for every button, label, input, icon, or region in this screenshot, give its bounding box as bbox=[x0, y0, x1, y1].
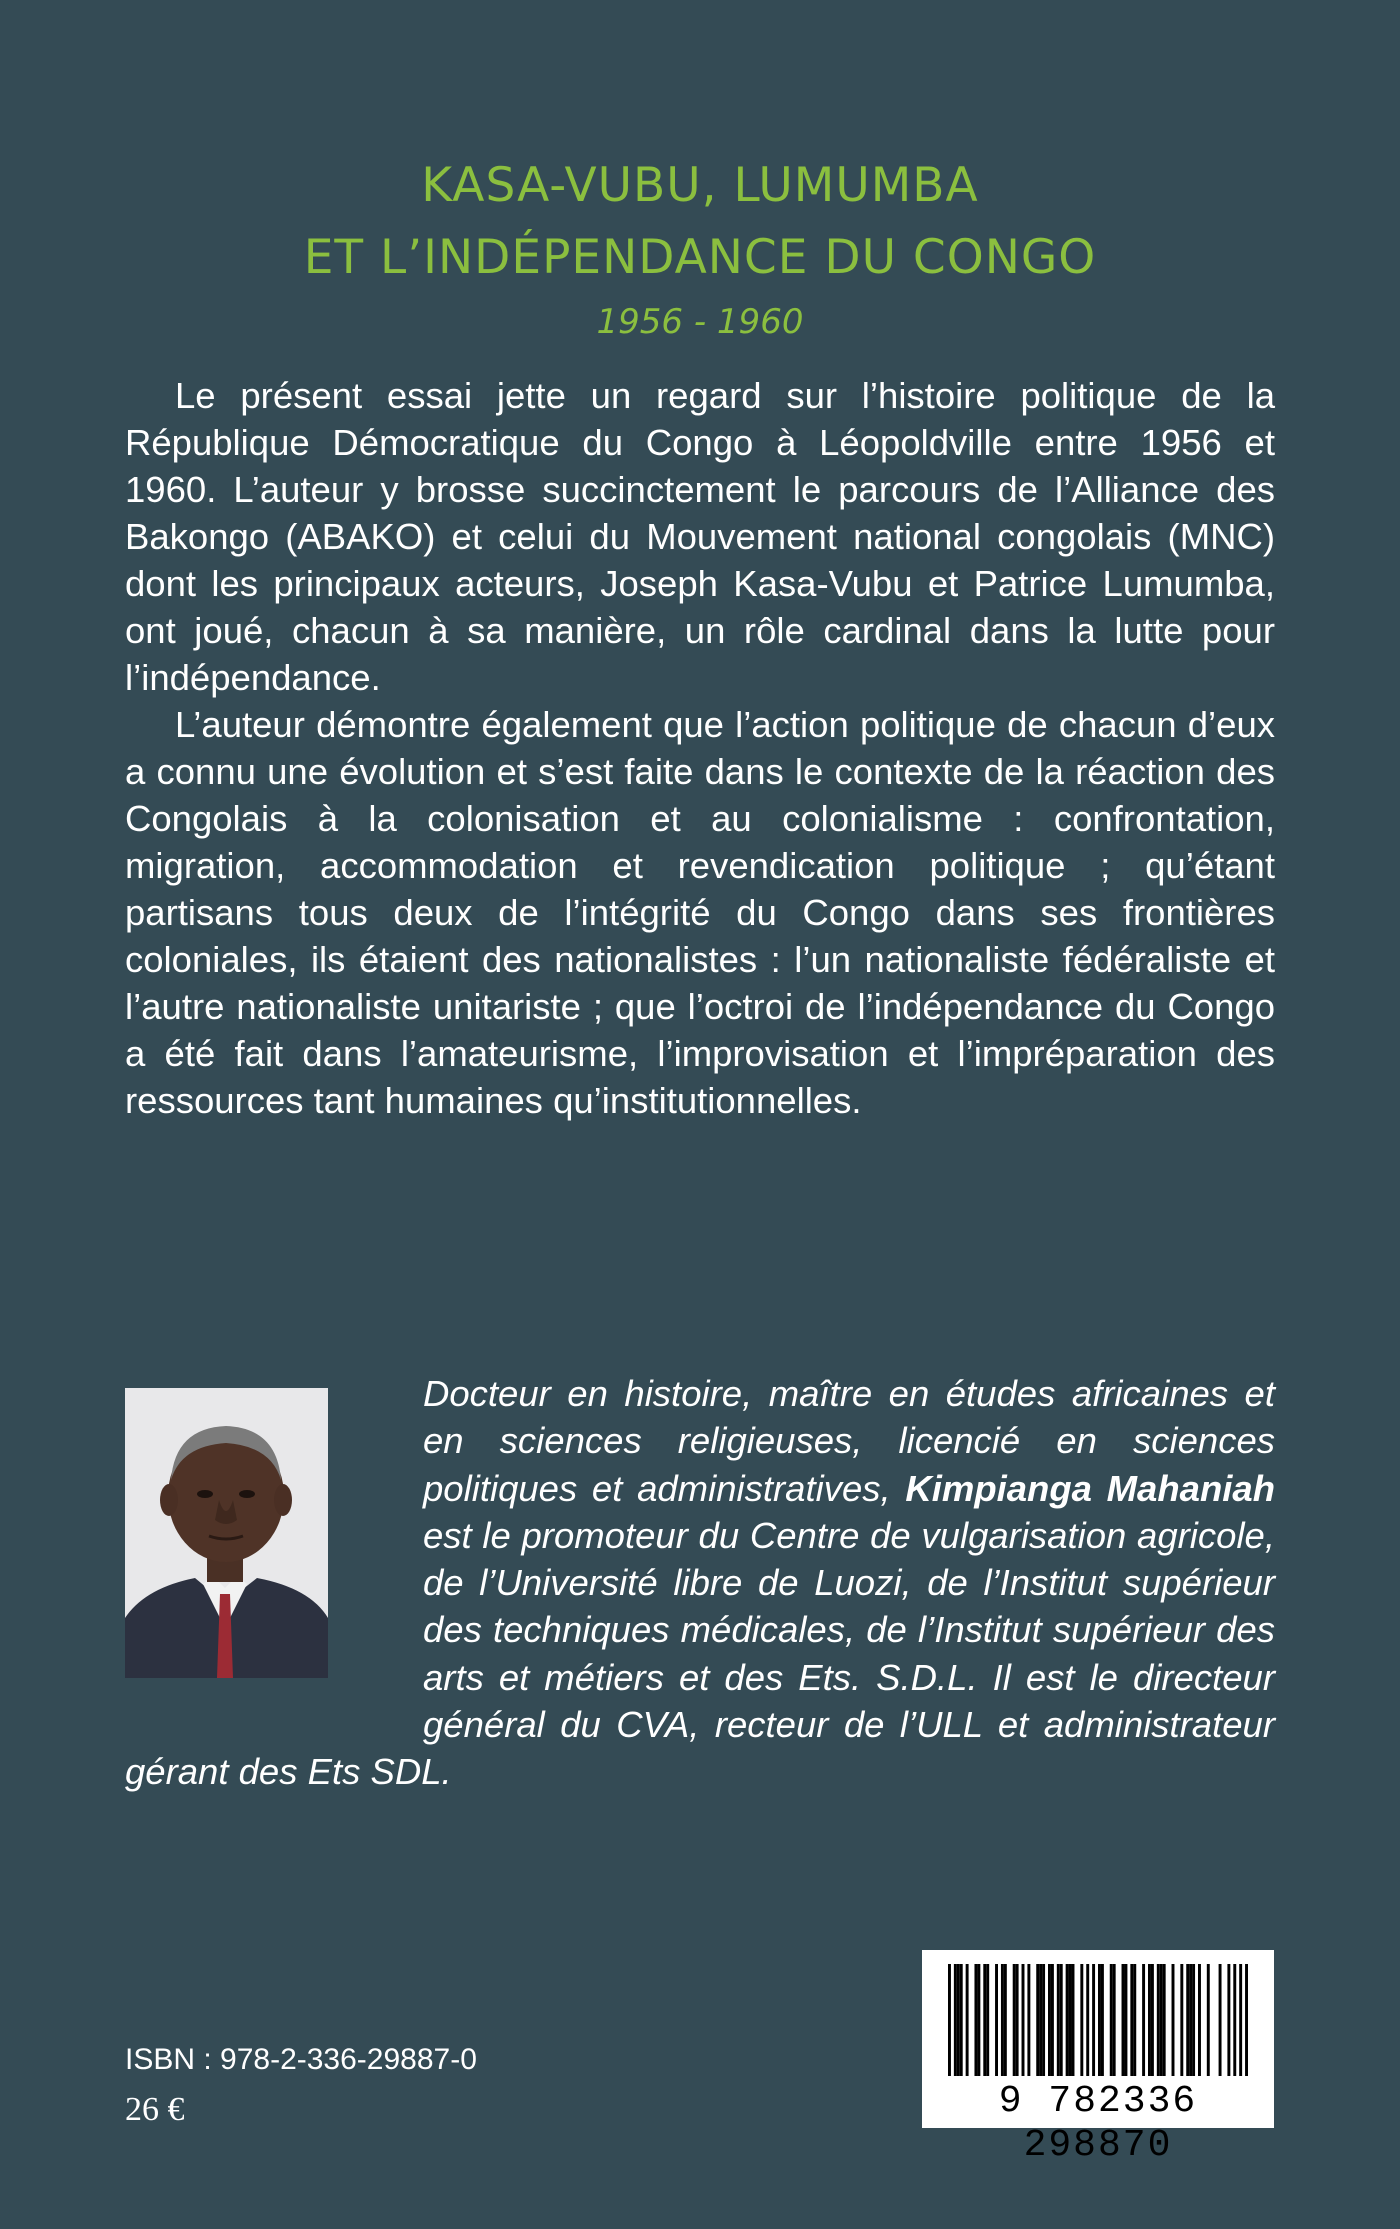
barcode-bar bbox=[1157, 1964, 1160, 2076]
barcode-bar bbox=[1207, 1964, 1210, 2076]
barcode-bar bbox=[966, 1964, 969, 2076]
book-title-line-1: KASA-VUBU, LUMUMBA bbox=[421, 158, 979, 213]
barcode-digits: 9 782336 298870 bbox=[998, 2080, 1198, 2167]
barcode-bar bbox=[1133, 1964, 1136, 2076]
barcode-bar bbox=[957, 1964, 960, 2076]
barcode-bar bbox=[986, 1964, 989, 2076]
barcode-bar bbox=[1072, 1964, 1075, 2076]
summary-paragraph-1: Le présent essai jette un regard sur l’histoire politique de la République Démocratique du Congo à Léopoldville entre 1956 et 1960. L’auteur y brosse succinctement le parcours de l’Alliance des Bakongo (ABAKO) et celui du Mouvement national congolais (MNC) dont les principaux acteurs, Joseph Kasa-Vubu et Patrice Lumumba, ont joué, chacun à sa manière, un rôle cardinal dans la lutte pour l’indépendance. bbox=[125, 375, 1275, 698]
barcode-bar bbox=[983, 1964, 986, 2076]
barcode-bar bbox=[1130, 1964, 1133, 2076]
barcode-bar bbox=[1110, 1964, 1113, 2076]
barcode-bar bbox=[1160, 1964, 1163, 2076]
barcode-bar bbox=[954, 1964, 957, 2076]
barcode-bar bbox=[1080, 1964, 1083, 2076]
book-title-line-2: ET L’INDÉPENDANCE DU CONGO bbox=[303, 230, 1097, 285]
barcode-bar bbox=[1245, 1964, 1248, 2076]
isbn: ISBN : 978-2-336-29887-0 bbox=[125, 2043, 477, 2076]
barcode-bar bbox=[1148, 1964, 1151, 2076]
barcode-bar bbox=[1039, 1964, 1042, 2076]
barcode-bar bbox=[1101, 1964, 1104, 2076]
barcode-bar bbox=[1060, 1964, 1063, 2076]
barcode-bar bbox=[1027, 1964, 1030, 2076]
barcode-bar bbox=[1001, 1964, 1004, 2076]
book-dates: 1956 - 1960 bbox=[596, 302, 804, 342]
barcode-bar bbox=[1013, 1964, 1016, 2076]
bio-text-start: Docteur en histoire, maître en études africaines et en sciences religieuses, licencié en sciences politiques et administratives, bbox=[423, 1373, 1275, 1509]
title-block bbox=[0, 150, 1400, 348]
author-name: Kimpianga Mahaniah bbox=[905, 1467, 1275, 1509]
barcode-bar bbox=[1239, 1964, 1242, 2076]
barcode-bar bbox=[1086, 1964, 1089, 2076]
barcode-bar bbox=[974, 1964, 977, 2076]
barcode-bar bbox=[1036, 1964, 1039, 2076]
barcode-bar bbox=[1186, 1964, 1189, 2076]
barcode-bar bbox=[1051, 1964, 1054, 2076]
barcode-bar bbox=[1192, 1964, 1195, 2076]
barcode-bar bbox=[1016, 1964, 1019, 2076]
barcode-bar bbox=[977, 1964, 980, 2076]
barcode-bar bbox=[948, 1964, 951, 2076]
barcode-bar bbox=[1198, 1964, 1201, 2076]
barcode-bar bbox=[1004, 1964, 1007, 2076]
barcode-bar bbox=[1066, 1964, 1069, 2076]
barcode-bar bbox=[1113, 1964, 1116, 2076]
summary-text bbox=[125, 372, 1275, 1124]
barcode-bar bbox=[1069, 1964, 1072, 2076]
barcode-bar bbox=[1042, 1964, 1045, 2076]
barcode-bar bbox=[1219, 1964, 1222, 2076]
barcode-bar bbox=[1092, 1964, 1095, 2076]
barcode bbox=[922, 1950, 1274, 2167]
barcode-bar bbox=[1151, 1964, 1154, 2076]
barcode-bar bbox=[1057, 1964, 1060, 2076]
barcode-bar bbox=[1189, 1964, 1192, 2076]
barcode-bar bbox=[1233, 1964, 1236, 2076]
price: 26 € bbox=[125, 2091, 185, 2128]
barcode-bar bbox=[1227, 1964, 1230, 2076]
photo-wrap-space bbox=[125, 1370, 423, 1710]
barcode-bar bbox=[1142, 1964, 1145, 2076]
barcode-bar bbox=[995, 1964, 998, 2076]
author-bio bbox=[125, 1370, 1275, 1796]
barcode-bar bbox=[1022, 1964, 1025, 2076]
barcode-bar bbox=[960, 1964, 963, 2076]
barcode-bar bbox=[1098, 1964, 1101, 2076]
barcode-bar bbox=[1172, 1964, 1175, 2076]
barcode-bar bbox=[1163, 1964, 1166, 2076]
barcode-bar bbox=[1122, 1964, 1125, 2076]
bio-text-end: est le promoteur du Centre de vulgarisation agricole, de l’Université libre de Luozi, de l’Institut supérieur des techniques médicales, de l’Institut supérieur des arts et métiers et des Ets. S.D.L. Il est le directeur général du CVA, recteur de l’ULL et administrateur gérant des Ets SDL. bbox=[125, 1514, 1275, 1793]
barcode-bar bbox=[1048, 1964, 1051, 2076]
summary-paragraph-2: L’auteur démontre également que l’action politique de chacun d’eux a connu une évolution et s’est faite dans le contexte de la réaction des Congolais à la colonisation et au colonialisme : confrontation, migration, accommodation et revendication politique ; qu’étant partisans tous deux de l’intégrité du Congo dans ses frontières coloniales, ils étaient des nationalistes : l’un nationaliste fédéraliste et l’autre nationaliste unitariste ; que l’octroi de l’indépendance du Congo a été fait dans l’amateurisme, l’improvisation et l’impréparation des ressources tant humaines qu’institutionnelles. bbox=[125, 704, 1275, 1121]
barcode-bar bbox=[1180, 1964, 1183, 2076]
barcode-bars bbox=[922, 1950, 1274, 2080]
barcode-bar bbox=[1124, 1964, 1127, 2076]
